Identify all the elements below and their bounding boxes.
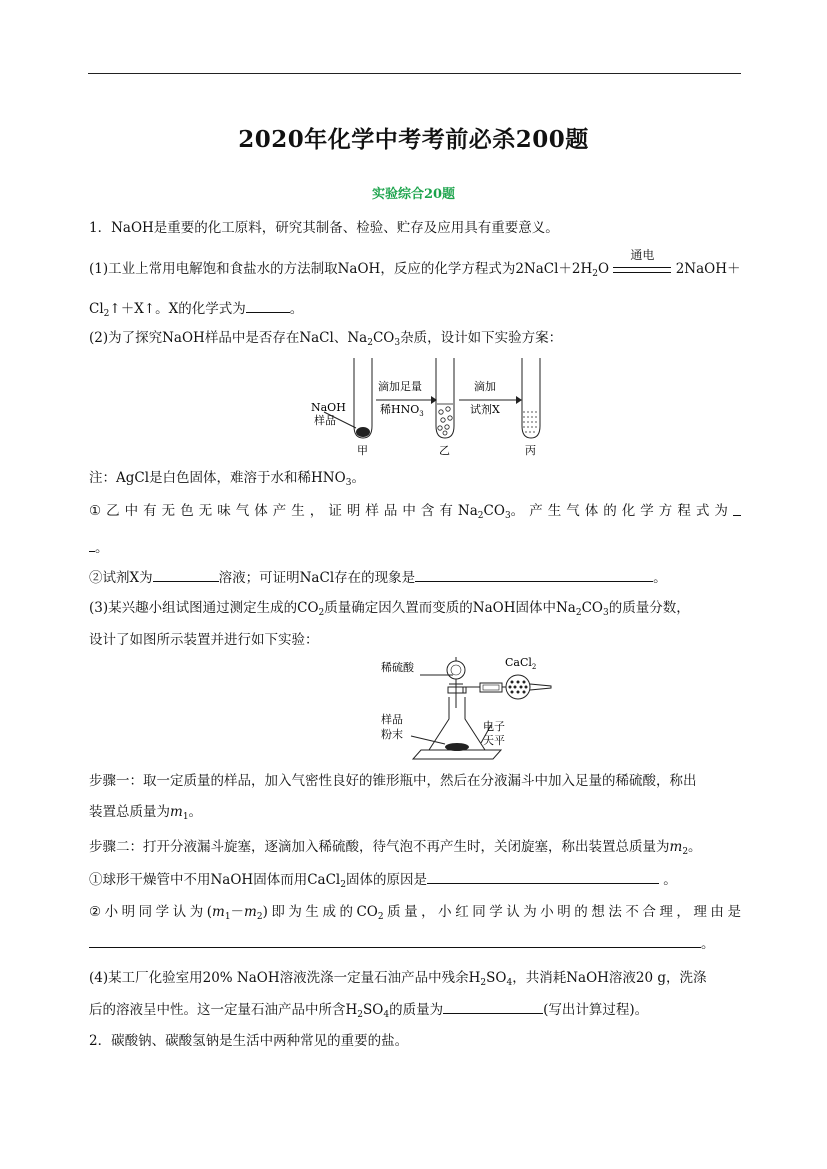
test-tube-jia (354, 358, 372, 438)
svg-text:稀HNO3: 稀$HNO_3$ (380, 403, 424, 418)
page-title: 2020年化学中考考前必杀200题 (238, 126, 589, 153)
q1-sub2: ②试剂X为 溶液；可证明NaCl存在的现象是 。 (89, 570, 667, 586)
svg-text:样品: 样品 (314, 414, 336, 427)
q1-part4-line1: (4)某工厂化验室用20% NaOH溶液洗涤一定量石油产品中残余$H_2SO_4$，共消耗NaOH溶液20 g，洗涤 (89, 970, 707, 988)
answer-blank[interactable] (89, 934, 701, 948)
svg-text:丙: 丙 (525, 444, 536, 457)
q1-sub1-line1: ① 乙 中 有 无 色 无 味 气 体 产 生 ， 证 明 样 品 中 含 有 $Na_2CO_3$。 产 生 气 体 的 化 学 方 程 式 为 (89, 502, 741, 520)
sample-powder (445, 743, 469, 751)
q1-sub1-line2: 。 (89, 538, 109, 557)
answer-blank[interactable] (153, 568, 219, 582)
bubbles (438, 407, 452, 435)
svg-text:粉末: 粉末 (381, 728, 403, 741)
answer-blank[interactable] (246, 299, 290, 313)
q1-part3-line1: (3)某兴趣小组试图通过测定生成的$CO_2$质量确定因久置而变质的NaOH固体中$Na_2CO_3$的质量分数， (89, 600, 690, 618)
apparatus-diagram (375, 653, 570, 763)
q1-part1-line1: (1)工业上常用电解饱和食盐水的方法制取NaOH，反应的化学方程式为$2NaCl+2H_2O$ 通电 2NaOH＋ (89, 248, 741, 279)
svg-text:样品: 样品 (381, 713, 403, 726)
separatory-funnel (447, 661, 465, 679)
answer-blank[interactable] (443, 1000, 543, 1014)
answer-blank[interactable] (427, 870, 659, 884)
svg-text:NaOH: NaOH (311, 401, 346, 414)
section-subtitle: 实验综合20题 (371, 187, 456, 202)
q1-sub3: ①球形干燥管中不用NaOH固体而用CaCl$_2$固体的原因是 。 (89, 872, 677, 890)
svg-text:CaCl2: CaCl$_2$ (505, 656, 537, 671)
q1-part3-line2: 设计了如图所示装置并进行如下实验： (89, 632, 319, 648)
reaction-condition: 通电 (613, 259, 671, 273)
svg-text:试剂X: 试剂X (470, 403, 500, 416)
svg-text:滴加足量: 滴加足量 (378, 380, 422, 393)
solution-bing (523, 412, 539, 432)
step2: 步骤二：打开分液漏斗旋塞，逐滴加入稀硫酸，待气泡不再产生时，关闭旋塞，称出装置总质量为$m_2$。 (89, 839, 702, 857)
q2-intro: 2．碳酸钠、碳酸氢钠是生活中两种常见的重要的盐。 (89, 1033, 409, 1049)
test-tube-bing (522, 358, 540, 438)
svg-text:稀硫酸: 稀硫酸 (381, 661, 414, 674)
q1-part2: (2)为了探究NaOH样品中是否存在NaCl、$Na_2CO_3$杂质，设计如下实验方案： (89, 330, 563, 348)
answer-blank[interactable] (733, 502, 741, 516)
svg-text:电子: 电子 (483, 720, 505, 733)
svg-text:天平: 天平 (483, 734, 505, 747)
svg-text:甲: 甲 (357, 444, 368, 457)
electronic-balance (413, 750, 501, 759)
step1-line2: 装置总质量为$m_1$。 (89, 804, 203, 822)
q1-part1-line2: $Cl_2↑+X↑$。X的化学式为 。 (89, 301, 304, 319)
q1-sub4-line2: 。 (89, 934, 715, 953)
test-tube-diagram (306, 354, 554, 458)
q1-part4-line2: 后的溶液呈中性。这一定量石油产品中所含$H_2SO_4$的质量为 (写出计算过程)。 (89, 1002, 649, 1020)
svg-text:滴加: 滴加 (474, 380, 496, 393)
step1-line1: 步骤一：取一定质量的样品，加入气密性良好的锥形瓶中，然后在分液漏斗中加入足量的稀硫酸，称出 (89, 773, 697, 789)
sample-solid (356, 427, 370, 437)
svg-text:乙: 乙 (439, 444, 450, 457)
answer-blank[interactable] (415, 568, 653, 582)
header-rule (88, 73, 741, 74)
q1-intro: 1．NaOH是重要的化工原料，研究其制备、检验、贮存及应用具有重要意义。 (89, 220, 559, 236)
note: 注：AgCl是白色固体，难溶于水和稀$HNO_3$。 (89, 470, 365, 488)
q1-sub4-line1: ② 小 明 同 学 认 为 $(m_1-m_2)$ 即 为 生 成 的 $CO_2$ 质 量 ， 小 红 同 学 认 为 小 明 的 想 法 不 合 理 ， 理 由 是 (89, 904, 741, 922)
